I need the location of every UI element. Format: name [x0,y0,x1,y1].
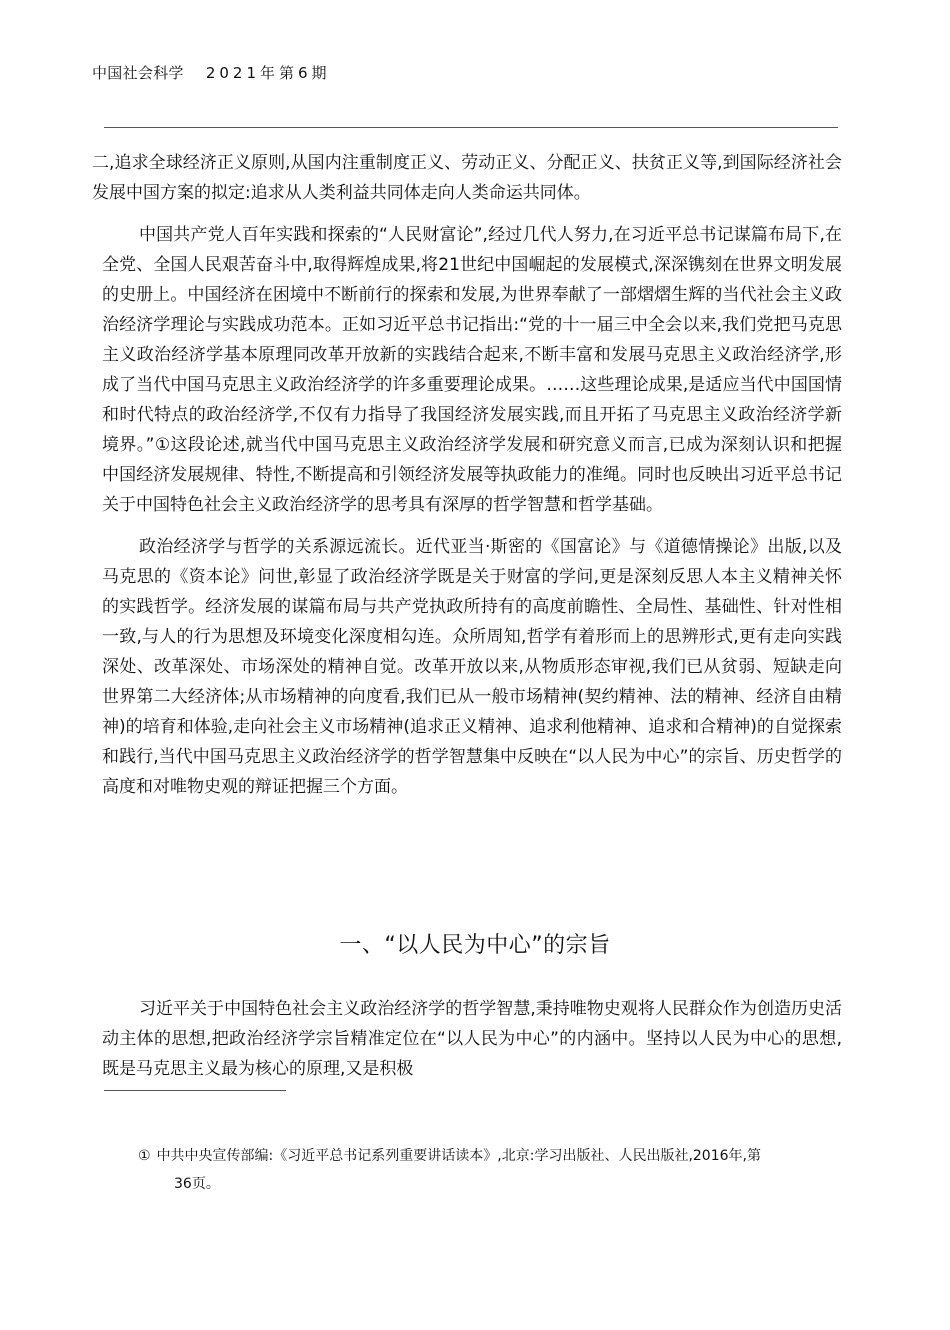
main-body [92,148,842,802]
footnote-rule [104,1090,286,1091]
footnote [138,1142,838,1198]
paragraph-2: 政治经济学与哲学的关系源远流长。近代亚当·斯密的《国富论》与《道德情操论》出版,以及马克思的《资本论》问世,彰显了政治经济学既是关于财富的学问,更是深刻反思人本主义精神关怀的实践哲学。经济发展的谋篇布局与共产党执政所持有的高度前瞻性、全局性、基础性、针对性相一致,与人的行为思想及环境变化深度相勾连。众所周知,哲学有着形而上的思辨形式,更有走向实践深处、改革深处、市场深处的精神自觉。改革开放以来,从物质形态审视,我们已从贫弱、短缺走向世界第二大经济体;从市场精神的向度看,我们已从一般市场精神(契约精神、法的精神、经济自由精神)的培育和体验,走向社会主义市场精神(追求正义精神、追求利他精神、追求和合精神)的自觉探索和践行,当代中国马克思主义政治经济学的哲学智慧集中反映在“以人民为中心”的宗旨、历史哲学的高度和对唯物史观的辩证把握三个方面。 [102,537,842,797]
paragraph-continuation: 二,追求全球经济正义原则,从国内注重制度正义、劳动正义、分配正义、扶贫正义等,到国际经济社会发展中国方案的拟定:追求从人类利益共同体走向人类命运共同体。 [92,153,842,203]
running-header [92,62,331,83]
paragraph-3: 习近平关于中国特色社会主义政治经济学的哲学智慧,秉持唯物史观将人民群众作为创造历史活动主体的思想,把政治经济学宗旨精准定位在“以人民为中心”的内涵中。坚持以人民为中心的思想,既是马克思主义最为核心的原理,又是积极 [102,999,842,1079]
section-heading: 一、“以人民为中心”的宗旨 [339,933,611,958]
paragraph-1: 中国共产党人百年实践和探索的“人民财富论”,经过几代人努力,在习近平总书记谋篇布局下,在全党、全国人民艰苦奋斗中,取得辉煌成果,将21世纪中国崛起的发展模式,深深镌刻在世界文明发展的史册上。中国经济在困境中不断前行的探索和发展,为世界奉献了一部熠熠生辉的当代社会主义政治经济学理论与实践成功范本。正如习近平总书记指出:“党的十一届三中全会以来,我们党把马克思主义政治经济学基本原理同改革开放新的实践结合起来,不断丰富和发展马克思主义政治经济学,形成了当代中国马克思主义政治经济学的许多重要理论成果。……这些理论成果,是适应当代中国国情和时代特点的政治经济学,不仅有力指导了我国经济发展实践,而且开拓了马克思主义政治经济学新境界。”①这段论述,就当代中国马克思主义政治经济学发展和研究意义而言,已成为深刻认识和把握中国经济发展规律、特性,不断提高和引领经济发展等执政能力的准绳。同时也反映出习近平总书记关于中国特色社会主义政治经济学的思考具有深厚的哲学智慧和哲学基础。 [102,225,842,515]
footnote-text-cont: 36页。 [174,1176,220,1192]
issue-number: 2021年第6期 [205,64,331,82]
footnote-text: 中共中央宣传部编:《习近平总书记系列重要讲话读本》,北京:学习出版社、人民出版社,2016年,第 [156,1148,761,1164]
journal-title: 中国社会科学 [92,64,184,82]
footnote-mark: ① [138,1148,151,1164]
header-rule [104,127,838,128]
